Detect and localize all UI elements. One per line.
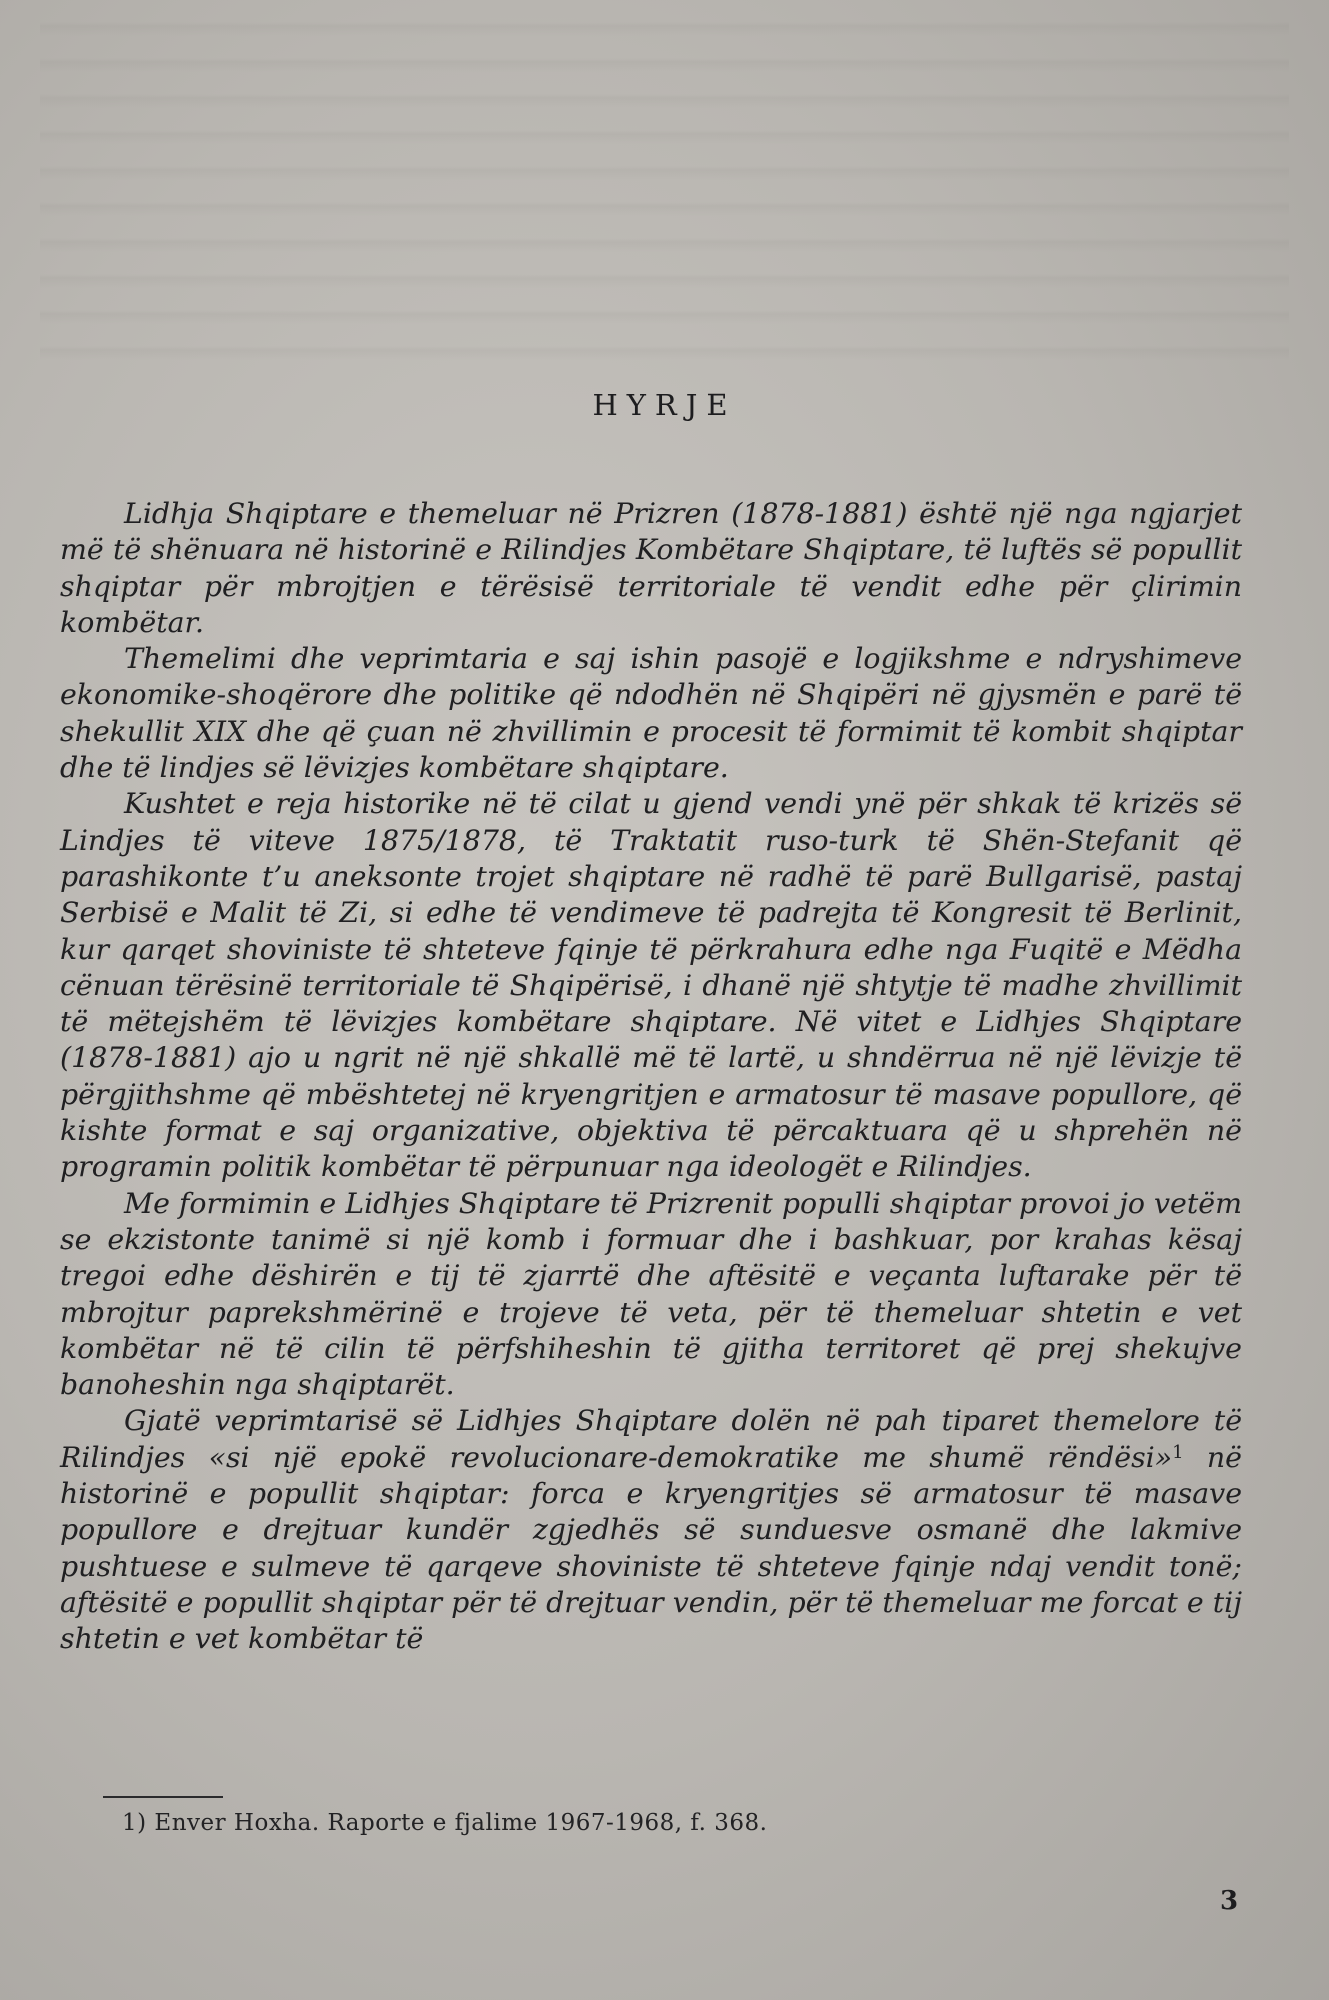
footnote-divider [103, 1796, 223, 1798]
footnote: 1) Enver Hoxha. Raporte e fjalime 1967-1968, f. 368. [122, 1810, 768, 1836]
paragraph-5-text-b: në historinë e popullit shqiptar: forca e kryengritjes së armatosur të masave popullore e drejtuar kundër zgjedhës së sunduesve osmanë dhe lakmive pushtuese e sulmeve të qarqeve shoviniste të shteteve fqinje ndaj vendit tonë; aftësitë e popullit shqiptar për të drejtuar vendin, për të themeluar me forcat e tij shtetin e vet kombëtar të [60, 1440, 1242, 1656]
page-number: 3 [1220, 1886, 1239, 1916]
paragraph-1: Lidhja Shqiptare e themeluar në Prizren (1878-1881) është një nga ngjarjet më të shënuara në historinë e Rilindjes Kombëtare Shqiptare, të luftës së popullit shqiptar për mbrojtjen e tërësisë territoriale të vendit edhe për çlirimin kombëtar. [60, 497, 1242, 639]
paragraph-4: Me formimin e Lidhjes Shqiptare të Prizrenit populli shqiptar provoi jo vetëm se ekzistonte tanimë si një komb i formuar dhe i bashkuar, por krahas kësaj tregoi edhe dëshirën e tij të zjarrtë dhe aftësitë e veçanta luftarake për të mbrojtur paprekshmërinë e trojeve të veta, për të themeluar shtetin e vet kombëtar në të cilin të përfshiheshin të gjitha territoret që prej shekujve banoheshin nga shqiptarët. [60, 1186, 1242, 1402]
footnote-marker: 1 [1172, 1441, 1184, 1463]
body-text [60, 496, 1242, 1658]
paragraph-2: Themelimi dhe veprimtaria e saj ishin pasojë e logjikshme e ndryshimeve ekonomike-shoqërore dhe politike që ndodhën në Shqipëri në gjysmën e parë të shekullit XIX dhe që çuan në zhvillimin e procesit të formimit të kombit shqiptar dhe të lindjes së lëvizjes kombëtare shqiptare. [60, 642, 1242, 785]
paragraph-5-text-a: Gjatë veprimtarisë së Lidhjes Shqiptare dolën në pah tiparet themelore të Rilindjes «si një epokë revolucionare-demokratike me shumë rëndësi» [60, 1404, 1242, 1474]
bleed-through-text [40, 0, 1289, 360]
chapter-heading: HYRJE [592, 388, 737, 422]
paragraph-5 [60, 1403, 1242, 1657]
paragraph-3: Kushtet e reja historike në të cilat u gjend vendi ynë për shkak të krizës së Lindjes të viteve 1875/1878, të Traktatit ruso-turk të Shën-Stefanit që parashikonte t’u aneksonte trojet shqiptare në radhë të parë Bullgarisë, pastaj Serbisë e Malit të Zi, si edhe të vendimeve të padrejta të Kongresit të Berlinit, kur qarqet shoviniste të shteteve fqinje të përkrahura edhe nga Fuqitë e Mëdha cënuan tërësinë territoriale të Shqipërisë, i dhanë një shtytje të madhe zhvillimit të mëtejshëm të lëvizjes kombëtare shqiptare. Në vitet e Lidhjes Shqiptare (1878-1881) ajo u ngrit në një shkallë më të lartë, u shndërrua në një lëvizje të përgjithshme që mbështetej në kryengritjen e armatosur të masave popullore, që kishte format e saj organizative, objektiva të përcaktuara që u shprehën në programin politik kombëtar të përpunuar nga ideologët e Rilindjes. [60, 787, 1242, 1184]
